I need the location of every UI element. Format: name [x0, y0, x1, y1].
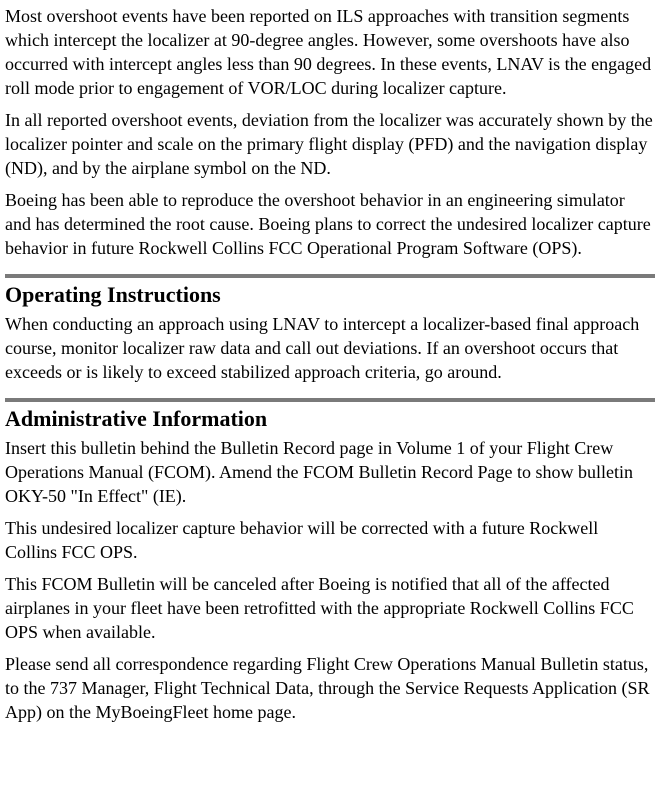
administrative-information-heading: Administrative Information — [5, 406, 268, 431]
intro-paragraph-3: Boeing has been able to reproduce the overshoot behavior in an engineering simulator and has determined the root cause. Boeing plans to correct the undesired localizer capture behavior in future Rockwell Collins FCC Operational Program Software (OPS). — [5, 190, 651, 258]
admin-paragraph-4: Please send all correspondence regarding Flight Crew Operations Manual Bulletin status, to the 737 Manager, Flight Technical Data, through the Service Requests Application (SR App) on the MyBoeingFleet home page. — [5, 654, 650, 722]
section-divider — [5, 274, 655, 278]
operating-paragraph-1: When conducting an approach using LNAV to intercept a localizer-based final approach course, monitor localizer raw data and call out deviations. If an overshoot occurs that exceeds or is likely to exceed stabilized approach criteria, go around. — [5, 314, 640, 382]
intro-paragraph-2: In all reported overshoot events, deviation from the localizer was accurately shown by the localizer pointer and scale on the primary flight display (PFD) and the navigation display (ND), and by the airplane symbol on the ND. — [5, 110, 653, 178]
administrative-information-section — [5, 398, 653, 724]
intro-paragraph-1: Most overshoot events have been reported on ILS approaches with transition segments which intercept the localizer at 90-degree angles. However, some overshoots have also occurred with intercept angles less than 90 degrees. In these events, LNAV is the engaged roll mode prior to engagement of VOR/LOC during localizer capture. — [5, 6, 652, 98]
section-divider — [5, 398, 655, 402]
intro-section — [5, 4, 653, 260]
admin-paragraph-1: Insert this bulletin behind the Bulletin Record page in Volume 1 of your Flight Crew Operations Manual (FCOM). Amend the FCOM Bulletin Record Page to show bulletin OKY-50 "In Effect" (IE). — [5, 438, 633, 506]
admin-paragraph-3: This FCOM Bulletin will be canceled after Boeing is notified that all of the affected airplanes in your fleet have been retrofitted with the appropriate Rockwell Collins FCC OPS when available. — [5, 574, 634, 642]
admin-paragraph-2: This undesired localizer capture behavior will be corrected with a future Rockwell Collins FCC OPS. — [5, 518, 599, 562]
operating-instructions-heading: Operating Instructions — [5, 282, 221, 307]
operating-instructions-section — [5, 274, 653, 384]
